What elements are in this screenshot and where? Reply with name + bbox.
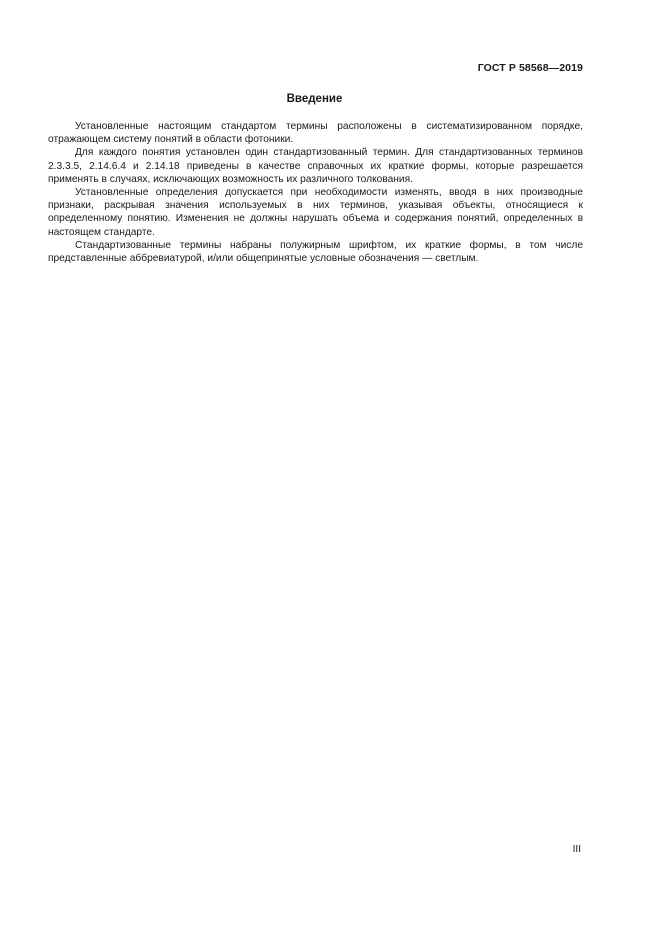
document-header-standard-id: ГОСТ Р 58568—2019 <box>477 62 583 74</box>
paragraph: Установленные определения допускается при необходимости изменять, вводя в них производные признаки, раскрывая значения используемых в них терминов, указывая объекты, относящиеся к определенному понятию. Изменения не должны нарушать объема и содержания понятий, определенных в настоящем стандарте. <box>48 187 583 238</box>
section-title: Введение <box>286 93 343 105</box>
paragraph: Для каждого понятия установлен один стандартизованный термин. Для стандартизованных терминов 2.3.3.5, 2.14.6.4 и 2.14.18 приведены в качестве справочных их краткие формы, которые разрешается применять в случаях, исключающих возможность их различного толкования. <box>48 147 583 185</box>
paragraph: Установленные настоящим стандартом термины расположены в систематизированном порядке, отражающем систему понятий в области фотоники. <box>48 121 583 146</box>
paragraph: Стандартизованные термины набраны полужирным шрифтом, их краткие формы, в том числе представленные аббревиатурой, и/или общепринятые условные обозначения — светлым. <box>48 239 583 265</box>
section-body <box>48 120 583 265</box>
page-number: III <box>572 844 581 855</box>
